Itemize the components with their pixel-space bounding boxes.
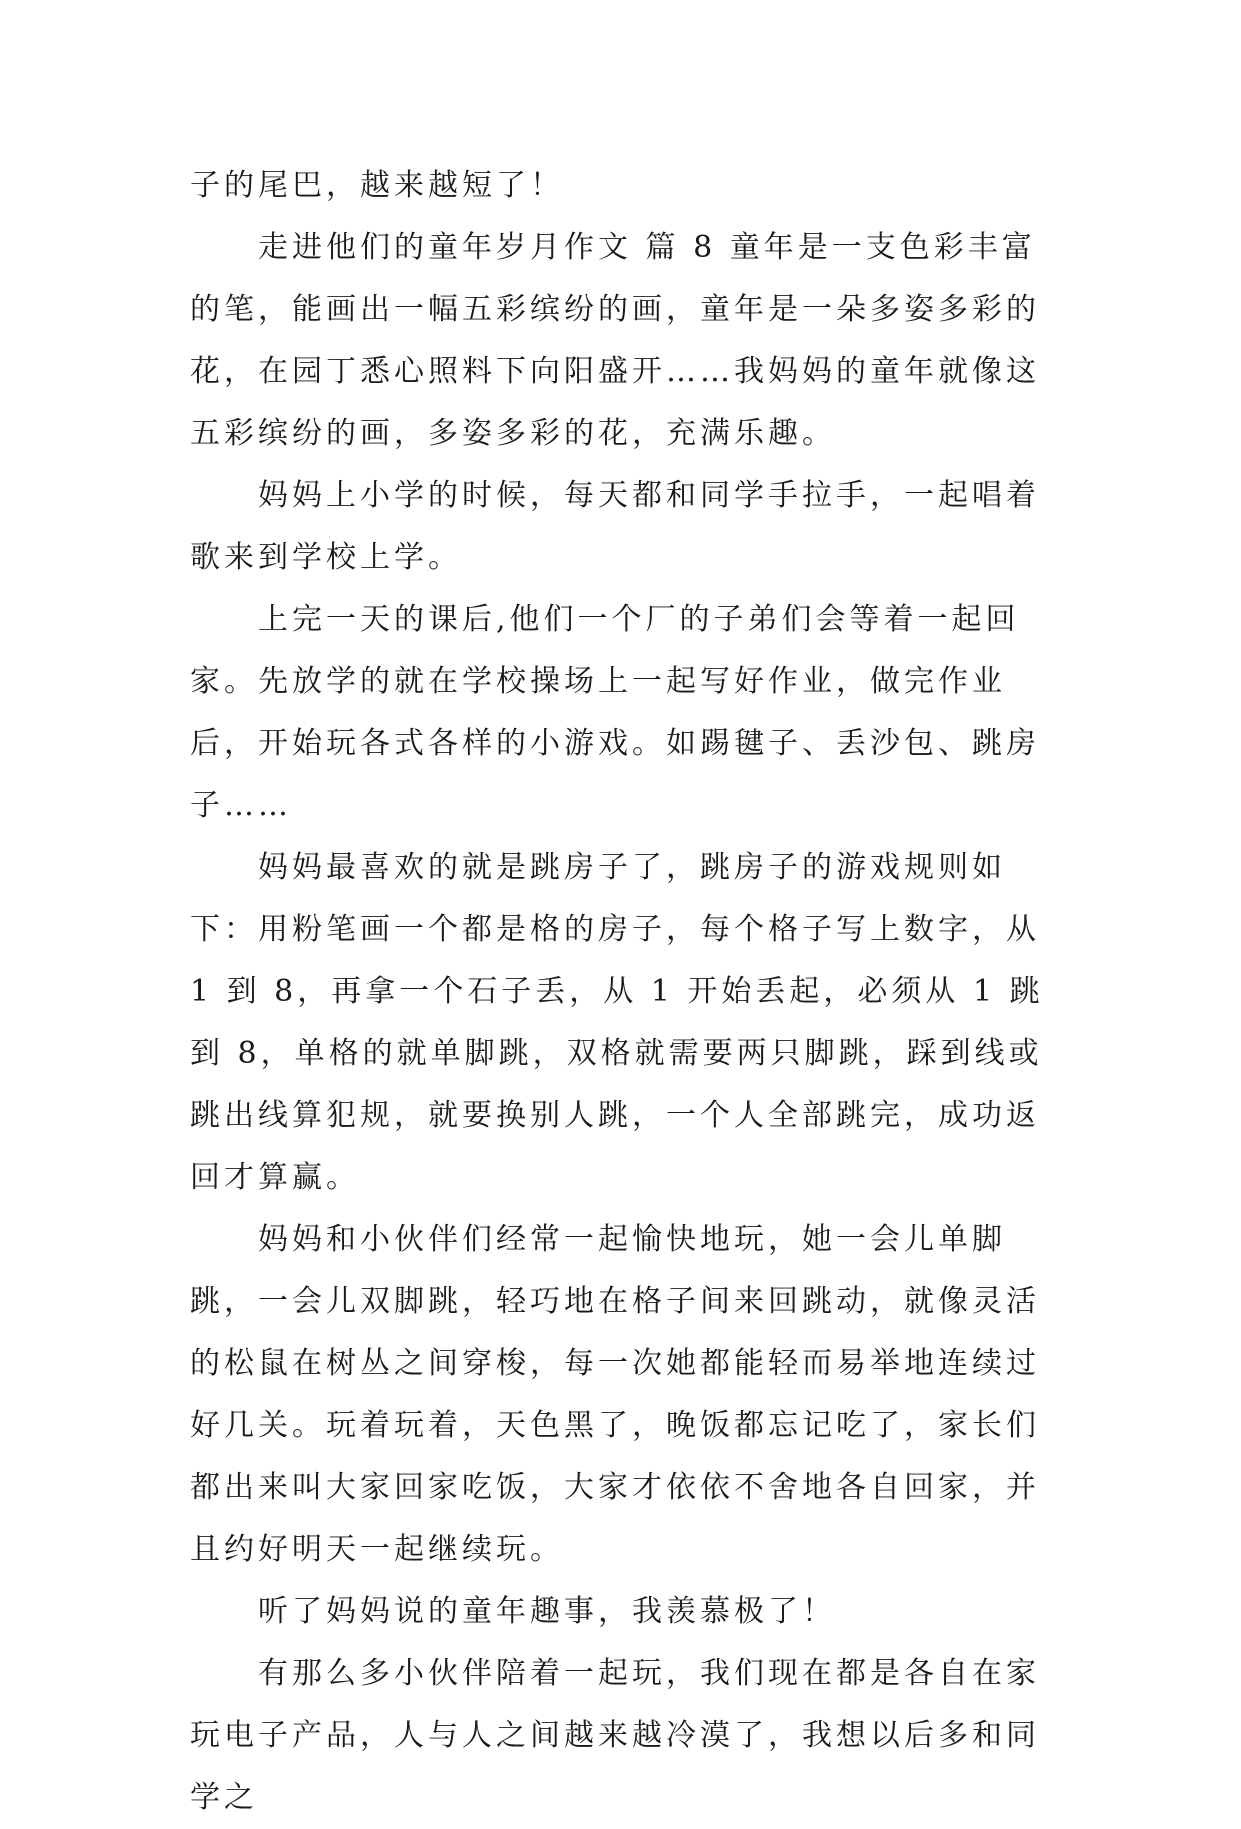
paragraph: 妈妈上小学的时候，每天都和同学手拉手，一起唱着歌来到学校上学。 <box>190 478 1040 575</box>
paragraph: 走进他们的童年岁月作文 篇 8 童年是一支色彩丰富的笔，能画出一幅五彩缤纷的画，童年是一朵多姿多彩的花，在园丁悉心照料下向阳盛开……我妈妈的童年就像这五彩缤纷的画，多姿多彩的花，充满乐趣。 <box>190 230 1040 451</box>
paragraph: 妈妈和小伙伴们经常一起愉快地玩，她一会儿单脚跳，一会儿双脚跳，轻巧地在格子间来回跳动，就像灵活的松鼠在树丛之间穿梭，每一次她都能轻而易举地连续过好几关。玩着玩着，天色黑了，晚饭都忘记吃了，家长们都出来叫大家回家吃饭，大家才依依不舍地各自回家，并且约好明天一起继续玩。 <box>190 1222 1040 1567</box>
paragraph: 上完一天的课后,他们一个厂的子弟们会等着一起回家。先放学的就在学校操场上一起写好作业，做完作业后，开始玩各式各样的小游戏。如踢毽子、丢沙包、跳房子…… <box>190 602 1040 823</box>
body-text <box>190 155 1050 1829</box>
paragraph: 子的尾巴，越来越短了！ <box>190 168 564 203</box>
paragraph: 有那么多小伙伴陪着一起玩，我们现在都是各自在家玩电子产品，人与人之间越来越冷漠了，我想以后多和同学之 <box>190 1656 1040 1815</box>
paragraph: 妈妈最喜欢的就是跳房子了，跳房子的游戏规则如下：用粉笔画一个都是格的房子，每个格子写上数字，从 1 到 8，再拿一个石子丢，从 1 开始丢起，必须从 1 跳到 8，单格的就单脚跳，双格就需要两只脚跳，踩到线或跳出线算犯规，就要换别人跳，一个人全部跳完，成功返回才算赢。 <box>190 850 1044 1195</box>
paragraph: 听了妈妈说的童年趣事，我羡慕极了！ <box>258 1594 836 1629</box>
